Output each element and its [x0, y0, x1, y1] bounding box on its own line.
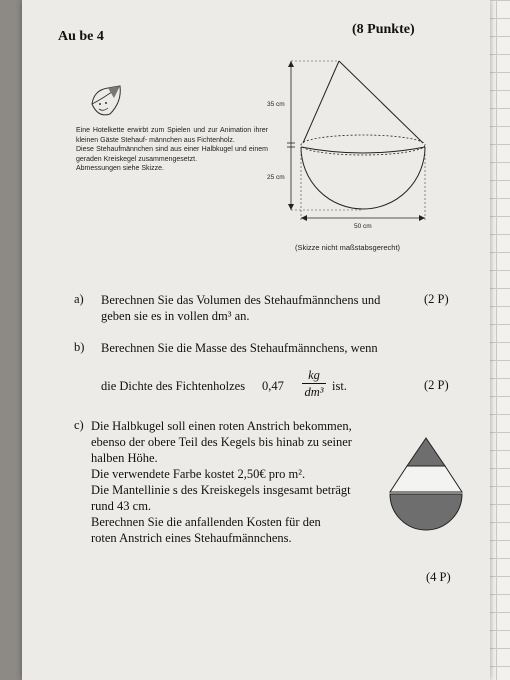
total-points: (8 Punkte)	[352, 22, 415, 37]
question-c-line: halben Höhe.	[91, 451, 158, 465]
label-25cm: 25 cm	[267, 174, 285, 181]
question-a-line: Berechnen Sie das Volumen des Stehaufmännchens und	[101, 293, 381, 307]
intro-line: Abmessungen siehe Skizze.	[76, 165, 164, 172]
density-unit-fraction	[302, 368, 326, 399]
intro-text	[76, 126, 268, 174]
question-b-density-value: 0,47	[262, 379, 284, 393]
question-c-line: rund 43 cm.	[91, 499, 152, 513]
painted-figure-diagram	[388, 436, 464, 548]
painted-hemisphere	[390, 494, 462, 530]
question-c-line: ebenso der obere Teil des Kegels bis hinab zu seiner	[91, 435, 352, 449]
question-c-text	[91, 418, 391, 546]
question-a-text	[101, 292, 421, 324]
unit-numerator: kg	[308, 368, 320, 382]
question-a-label: a)	[74, 292, 84, 306]
question-b-density-text: die Dichte des Fichtenholzes	[101, 379, 246, 393]
unpainted-cone-band	[390, 466, 462, 492]
question-c-points: (4 P)	[426, 570, 451, 584]
sketch-note: (Skizze nicht maßstabsgerecht)	[295, 243, 401, 252]
painted-cone-tip	[407, 438, 445, 466]
intro-line: Diese Stehaufmännchen sind aus einer Halbkugel und einem geraden Kreiskegel zusammengesetzt.	[76, 146, 268, 163]
hemisphere-outline	[301, 147, 425, 209]
sketch-diagram	[265, 55, 455, 240]
intro-line: Eine Hotelkette erwirbt zum Spielen und zur Animation ihrer kleinen Gäste Stehauf- männchen aus Fichtenholz.	[76, 127, 268, 144]
question-b-label: b)	[74, 340, 85, 354]
question-c-line: Berechnen Sie die anfallenden Kosten für den	[91, 515, 321, 529]
label-50cm: 50 cm	[354, 223, 372, 230]
cone-outline	[303, 61, 423, 143]
task-title: Au be 4	[58, 29, 104, 44]
rim-ellipse	[301, 135, 425, 155]
question-a-points: (2 P)	[424, 292, 449, 306]
unit-denominator: dm³	[304, 385, 324, 399]
question-c-line: roten Anstrich eines Stehaufmännchens.	[91, 531, 292, 545]
question-b-points: (2 P)	[424, 378, 449, 392]
question-c-line: Die Halbkugel soll einen roten Anstrich bekommen,	[91, 419, 352, 433]
question-a-line: geben sie es in vollen dm³ an.	[101, 309, 250, 323]
question-c-line: Die verwendete Farbe kostet 2,50€ pro m².	[91, 467, 306, 481]
question-b-line: Berechnen Sie die Masse des Stehaufmännchens, wenn	[101, 341, 378, 355]
question-c-line: Die Mantellinie s des Kreiskegels insgesamt beträgt	[91, 483, 351, 497]
question-b-suffix: ist.	[332, 379, 347, 393]
question-c-label: c)	[74, 418, 84, 432]
label-35cm: 35 cm	[267, 101, 285, 108]
stehaufmaennchen-doodle-icon	[86, 84, 126, 124]
